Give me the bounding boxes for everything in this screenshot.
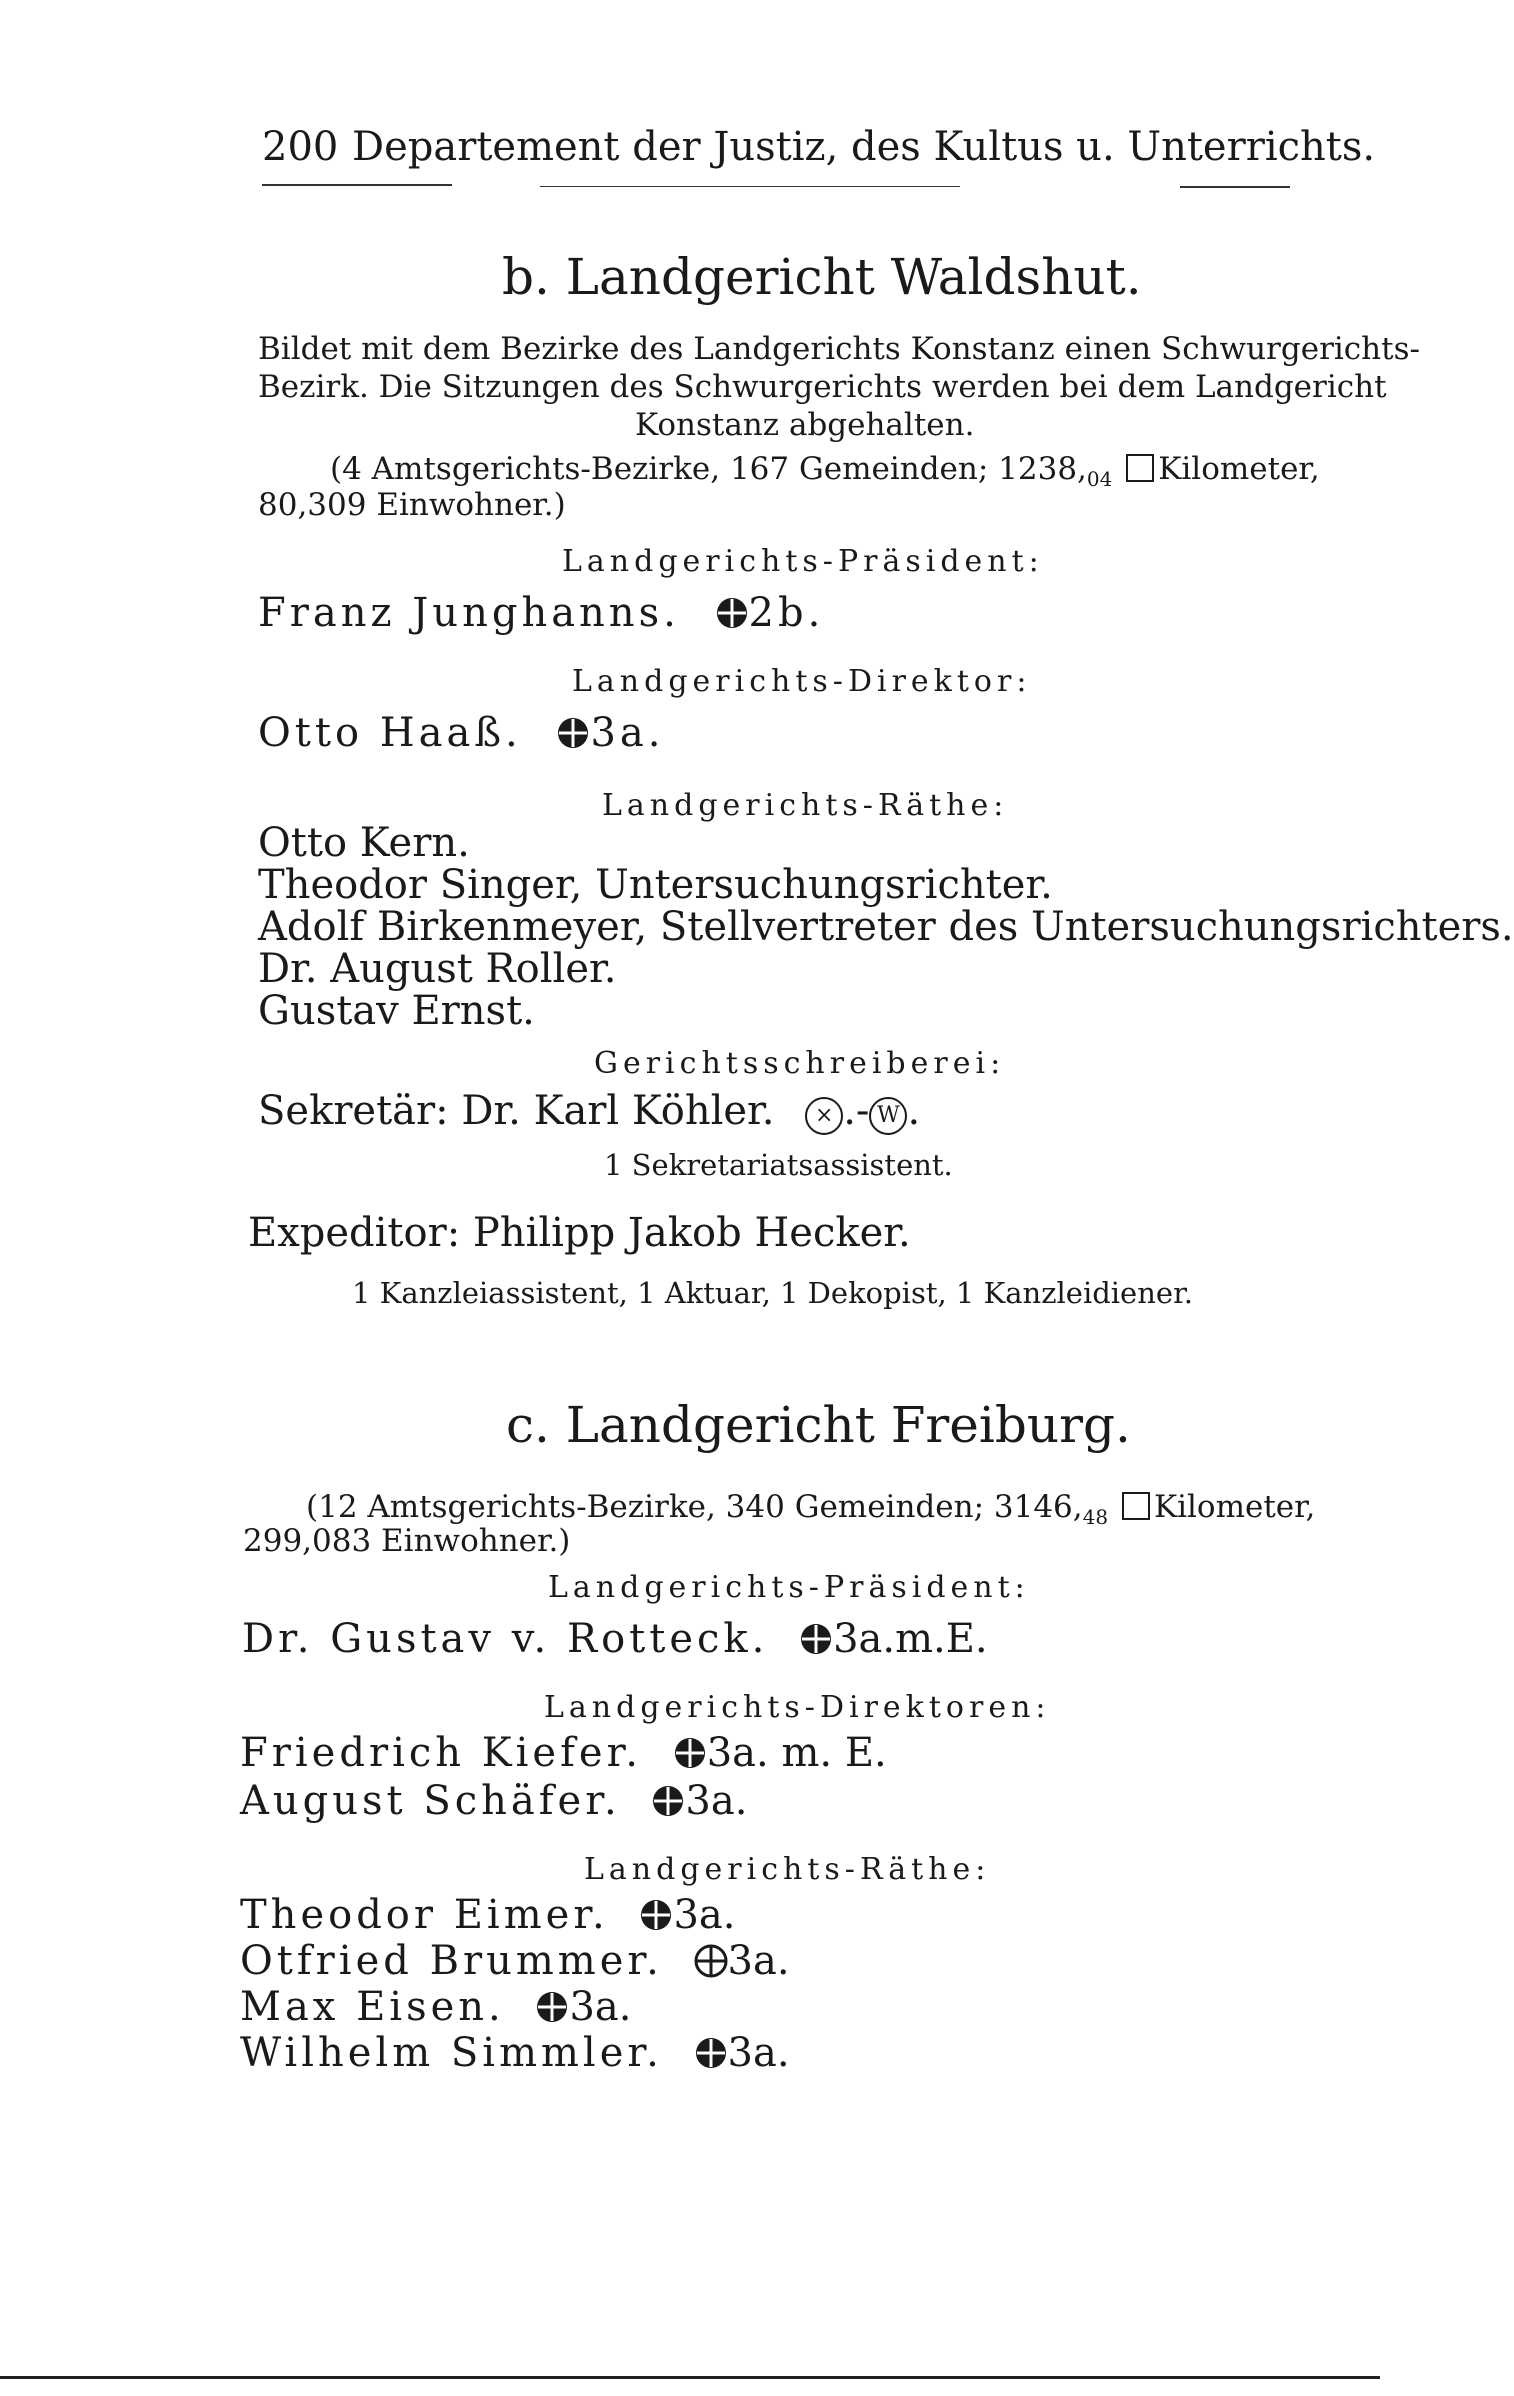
section-b-intro-line3: Konstanz abgehalten.	[635, 407, 975, 443]
section-b-secretary-orders	[805, 1088, 920, 1135]
section-b-staff: 1 Kanzleiassistent, 1 Aktuar, 1 Dekopist, 1 Kanzleidiener.	[352, 1276, 1193, 1310]
section-b-stats-line2: 80,309 Einwohner.)	[258, 487, 566, 523]
section-c-directors-label: Landgerichts-Direktoren:	[544, 1690, 1051, 1725]
section-c-director-1	[240, 1730, 887, 1776]
header-rule-right	[1180, 186, 1290, 188]
section-b-stats-decimal: 04	[1086, 467, 1113, 492]
square-symbol-icon	[1126, 454, 1154, 482]
order-cross-icon	[556, 716, 590, 750]
section-b-expeditor: Expeditor: Philipp Jakob Hecker.	[248, 1210, 911, 1256]
section-c-president-order	[799, 1616, 988, 1662]
section-c-council-4-name: Wilhelm Simmler.	[240, 2030, 663, 2076]
section-c-council-2	[240, 1938, 790, 1984]
section-b-secretary-order-end: .	[907, 1088, 921, 1134]
section-b-intro-line2: Bezirk. Die Sitzungen des Schwurgerichts werden bei dem Landgericht	[258, 369, 1387, 405]
section-b-president-order-text: 2b.	[748, 590, 825, 636]
section-b-director-order-text: 3a.	[590, 710, 665, 756]
section-c-council-2-order-text: 3a.	[727, 1938, 790, 1984]
order-cross-icon	[673, 1736, 707, 1770]
section-c-council-2-order	[694, 1938, 790, 1984]
order-cross-icon	[535, 1990, 569, 2024]
section-c-council-1-name: Theodor Eimer.	[240, 1892, 609, 1938]
order-circle-w-icon: W	[869, 1097, 907, 1135]
section-b-council-5: Gustav Ernst.	[258, 988, 535, 1034]
page-number: 200	[262, 124, 339, 170]
section-b-president	[258, 590, 824, 636]
section-c-director-2-order	[651, 1778, 747, 1824]
section-c-director-1-order-text: 3a. m. E.	[706, 1730, 887, 1776]
section-b-president-order	[715, 590, 825, 636]
section-c-council-1-order	[639, 1892, 735, 1938]
section-c-director-2-name: August Schäfer.	[240, 1778, 621, 1824]
section-c-councils-label: Landgerichts-Räthe:	[584, 1852, 991, 1887]
section-b-council-4: Dr. August Roller.	[258, 946, 617, 992]
section-c-president-name: Dr. Gustav v. Rotteck.	[242, 1616, 769, 1662]
section-c-council-4	[240, 2030, 790, 2076]
section-c-council-2-name: Otfried Brummer.	[240, 1938, 663, 1984]
section-b-stats-text: (4 Amtsgerichts-Bezirke, 167 Gemeinden; 1238,	[330, 451, 1087, 487]
section-b-intro-line1: Bildet mit dem Bezirke des Landgerichts Konstanz einen Schwurgerichts-	[258, 331, 1420, 367]
section-c-council-4-order-text: 3a.	[727, 2030, 790, 2076]
section-b-council-2: Theodor Singer, Untersuchungsrichter.	[258, 862, 1053, 908]
running-title: Departement der Justiz, des Kultus u. Unterrichts.	[352, 124, 1376, 170]
order-cross-icon	[651, 1784, 685, 1818]
section-c-council-3-name: Max Eisen.	[240, 1984, 505, 2030]
section-b-president-label: Landgerichts-Präsident:	[562, 544, 1044, 579]
order-circle-x-icon: ×	[805, 1097, 843, 1135]
section-b-director	[258, 710, 664, 756]
section-c-title: c. Landgericht Freiburg.	[506, 1396, 1131, 1454]
section-b-secretary	[258, 1088, 920, 1135]
section-c-director-1-order	[673, 1730, 887, 1776]
order-cross-icon	[639, 1898, 673, 1932]
section-b-secretary-order-sep: .-	[843, 1088, 870, 1134]
section-c-stats-line2: 299,083 Einwohner.)	[243, 1523, 571, 1559]
section-c-council-1	[240, 1892, 736, 1938]
section-b-council-3: Adolf Birkenmeyer, Stellvertreter des Untersuchungsrichters.	[258, 904, 1514, 950]
section-c-council-4-order	[694, 2030, 790, 2076]
section-b-secretary-assistant: 1 Sekretariatsassistent.	[604, 1148, 953, 1182]
square-symbol-icon	[1122, 1492, 1150, 1520]
order-cross-icon	[694, 1944, 728, 1978]
section-b-director-order	[556, 710, 664, 756]
section-b-title: b. Landgericht Waldshut.	[502, 248, 1142, 306]
section-b-council-1: Otto Kern.	[258, 820, 470, 866]
section-b-secretary-name: Sekretär: Dr. Karl Köhler.	[258, 1088, 775, 1134]
section-c-president-order-text: 3a.m.E.	[833, 1616, 988, 1662]
section-c-director-2	[240, 1778, 747, 1824]
section-b-councils-label: Landgerichts-Räthe:	[602, 788, 1009, 823]
page-bottom-edge	[0, 2376, 1380, 2379]
order-cross-icon	[694, 2036, 728, 2070]
section-c-president-label: Landgerichts-Präsident:	[548, 1570, 1030, 1605]
order-cross-icon	[799, 1622, 833, 1656]
order-cross-icon	[715, 596, 749, 630]
section-b-clerk-label: Gerichtsschreiberei:	[594, 1046, 1006, 1081]
section-b-stats-unit: Kilometer,	[1158, 451, 1320, 487]
section-b-director-label: Landgerichts-Direktor:	[572, 664, 1032, 699]
section-c-council-3-order-text: 3a.	[569, 1984, 632, 2030]
section-c-stats-unit: Kilometer,	[1153, 1489, 1316, 1525]
section-c-stats-decimal: 48	[1082, 1505, 1109, 1530]
section-b-president-name: Franz Junghanns.	[258, 590, 680, 636]
section-c-council-3-order	[535, 1984, 631, 2030]
section-b-director-name: Otto Haaß.	[258, 710, 522, 756]
section-c-director-2-order-text: 3a.	[685, 1778, 748, 1824]
header-rule-mid	[540, 186, 960, 187]
section-c-council-1-order-text: 3a.	[673, 1892, 736, 1938]
header-rule-left	[262, 184, 452, 186]
section-c-director-1-name: Friedrich Kiefer.	[240, 1730, 643, 1776]
section-c-president	[242, 1616, 988, 1662]
section-c-council-3	[240, 1984, 631, 2030]
section-c-stats-text: (12 Amtsgerichts-Bezirke, 340 Gemeinden; 3146,	[306, 1489, 1083, 1525]
